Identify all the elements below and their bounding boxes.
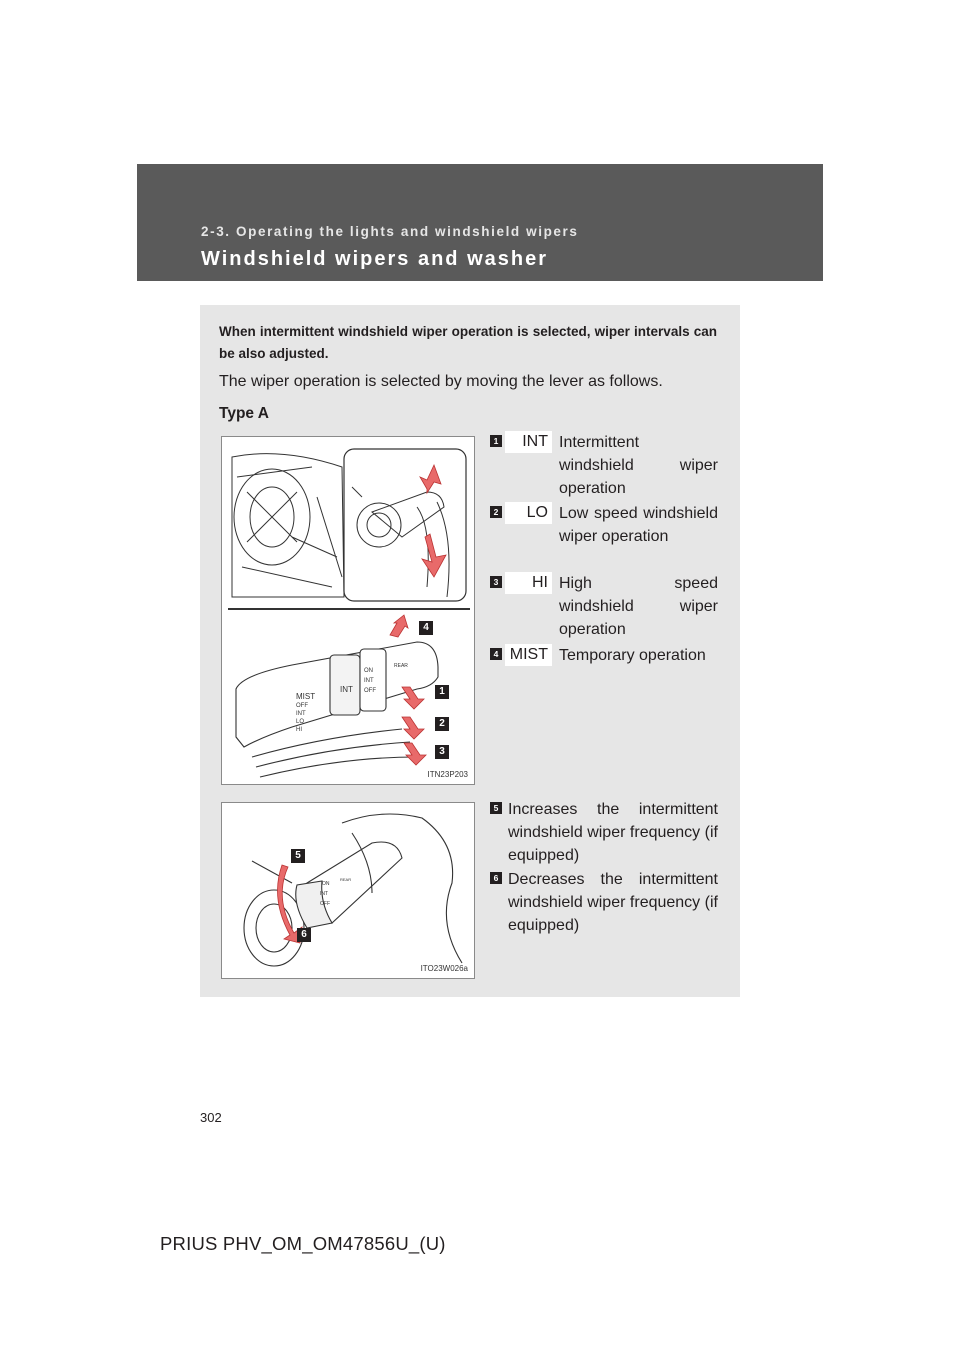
section-label: 2-3. Operating the lights and windshield wipers bbox=[201, 224, 579, 239]
arrow-mist bbox=[390, 615, 408, 637]
footer-model: PRIUS PHV_OM_OM47856U_(U) bbox=[160, 1233, 446, 1254]
adjust-desc: Increases the intermittent windshield wiper frequency (if equipped) bbox=[508, 801, 718, 864]
knob-off-mark: OFF bbox=[320, 901, 330, 907]
callout-5: 5 bbox=[291, 849, 305, 863]
intro-text: The wiper operation is selected by moving the lever as follows. bbox=[219, 373, 663, 390]
wiper-knob-illustration bbox=[222, 803, 475, 979]
content-box bbox=[200, 305, 740, 997]
wiper-knob-figure bbox=[221, 802, 475, 979]
lever-hi-mark: HI bbox=[296, 727, 302, 733]
arrow-lo bbox=[402, 717, 424, 739]
number-badge: 6 bbox=[490, 872, 502, 884]
adjust-desc: Decreases the intermittent windshield wiper frequency (if equipped) bbox=[508, 871, 718, 934]
type-label: Type A bbox=[219, 405, 269, 422]
number-badge: 5 bbox=[490, 802, 502, 814]
lever-int-mark: INT bbox=[340, 685, 353, 694]
number-badge: 4 bbox=[490, 648, 502, 660]
callout-3: 3 bbox=[435, 745, 449, 759]
position-tag: HI bbox=[505, 572, 552, 594]
callout-1: 1 bbox=[435, 685, 449, 699]
figure2-code: ITO23W026a bbox=[420, 964, 468, 973]
page-number: 302 bbox=[200, 1110, 222, 1125]
lever-on-mark: ON bbox=[364, 668, 373, 674]
lever-int2-mark: INT bbox=[296, 711, 306, 717]
position-desc: High speed windshield wiper operation bbox=[559, 575, 718, 638]
number-badge: 1 bbox=[490, 435, 502, 447]
figure1-code: ITN23P203 bbox=[427, 770, 468, 779]
page-title: Windshield wipers and washer bbox=[201, 248, 548, 270]
lever-lo-mark: LO bbox=[296, 719, 305, 725]
position-desc: Low speed windshield wiper operation bbox=[559, 505, 718, 545]
knob-on-mark: ON bbox=[322, 881, 330, 887]
position-tag: MIST bbox=[505, 644, 552, 666]
number-badge: 3 bbox=[490, 576, 502, 588]
intro-note: When intermittent windshield wiper operation is selected, wiper intervals can be also adjusted. bbox=[219, 324, 717, 361]
lever-mist-mark: MIST bbox=[296, 692, 316, 701]
lever-int-small-mark: INT bbox=[364, 678, 374, 684]
lever-off-mark: OFF bbox=[364, 688, 376, 694]
wiper-lever-figure bbox=[221, 436, 475, 785]
position-desc: Temporary operation bbox=[559, 647, 706, 664]
position-tag: INT bbox=[505, 431, 552, 453]
callout-6: 6 bbox=[297, 928, 311, 942]
header-band bbox=[137, 164, 823, 281]
callout-2: 2 bbox=[435, 717, 449, 731]
lever-rear-mark: REAR bbox=[394, 663, 408, 669]
lever-off2-mark: OFF bbox=[296, 703, 308, 709]
arrow-hi bbox=[404, 743, 426, 765]
position-desc: Intermittent windshield wiper operation bbox=[559, 434, 718, 497]
position-tag: LO bbox=[505, 502, 552, 524]
callout-4: 4 bbox=[419, 621, 433, 635]
number-badge: 2 bbox=[490, 506, 502, 518]
knob-rear-mark: REAR bbox=[340, 877, 352, 882]
knob-int-mark: INT bbox=[320, 891, 329, 897]
wiper-lever-illustration bbox=[222, 437, 475, 785]
